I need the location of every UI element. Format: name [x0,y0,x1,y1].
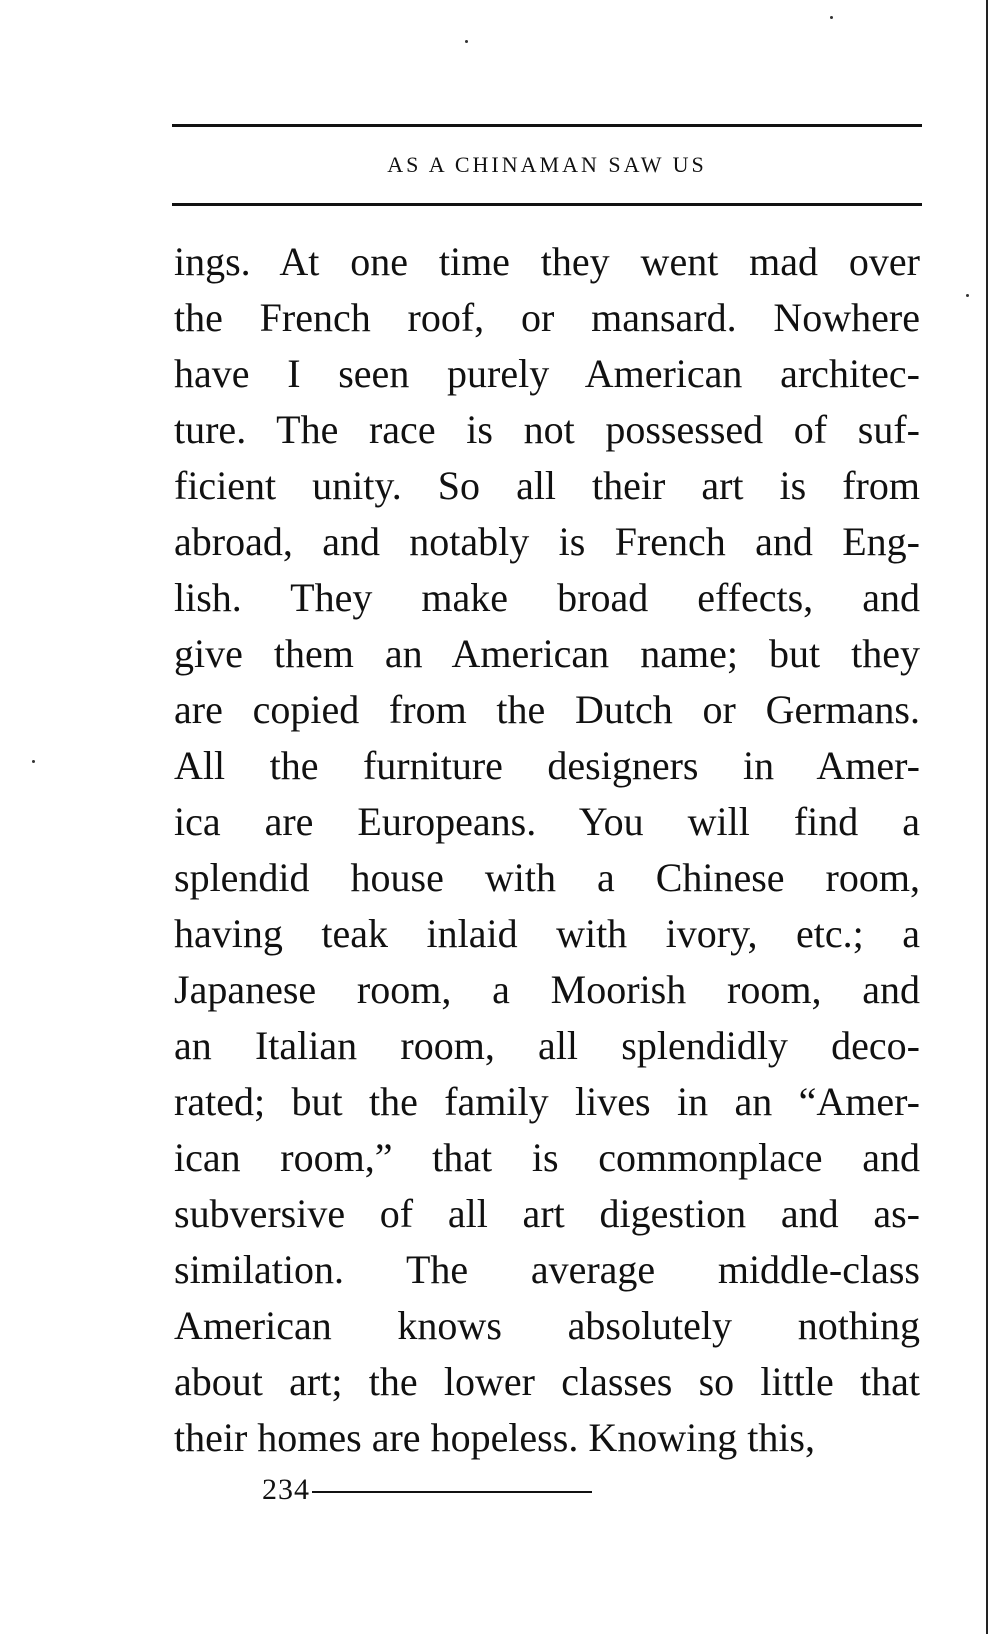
scan-speck [966,294,969,297]
text-line: ficient unity. So all their art is from [174,463,920,508]
text-line: Japanese room, a Moorish room, and [174,967,920,1012]
text-line: subversive of all art digestion and as- [174,1191,920,1236]
text-line: abroad, and notably is French and Eng- [174,519,920,564]
text-line: similation. The average middle-class [174,1247,920,1292]
page-number: 234 [262,1473,310,1506]
text-line: are copied from the Dutch or Germans. [174,687,920,732]
text-line: have I seen purely American architec- [174,351,920,396]
text-line: splendid house with a Chinese room, [174,855,920,900]
running-head: AS A CHINAMAN SAW US [387,152,707,177]
text-line: American knows absolutely nothing [174,1303,920,1348]
text-line: having teak inlaid with ivory, etc.; a [174,911,920,956]
text-line: the French roof, or mansard. Nowhere [174,295,920,340]
text-line: ica are Europeans. You will find a [174,799,920,844]
scan-speck [32,760,35,763]
text-line: rated; but the family lives in an “Amer- [174,1079,920,1124]
scan-speck [465,40,468,43]
page-footer [262,1470,592,1510]
footer-rule [312,1491,592,1493]
scan-speck [830,16,833,19]
body-text [174,234,920,1466]
header-rule-bottom [172,203,922,206]
text-line: lish. They make broad effects, and [174,575,920,620]
text-line: ture. The race is not possessed of suf- [174,407,920,452]
text-line: ings. At one time they went mad over [174,239,920,284]
text-line: about art; the lower classes so little that [174,1359,920,1404]
text-line: an Italian room, all splendidly deco- [174,1023,920,1068]
header-rule-top [172,124,922,127]
text-line: All the furniture designers in Amer- [174,743,920,788]
page-edge-line [986,0,988,1634]
text-line: their homes are hopeless. Knowing this, [174,1415,815,1460]
text-line: ican room,” that is commonplace and [174,1135,920,1180]
text-line: give them an American name; but they [174,631,920,676]
